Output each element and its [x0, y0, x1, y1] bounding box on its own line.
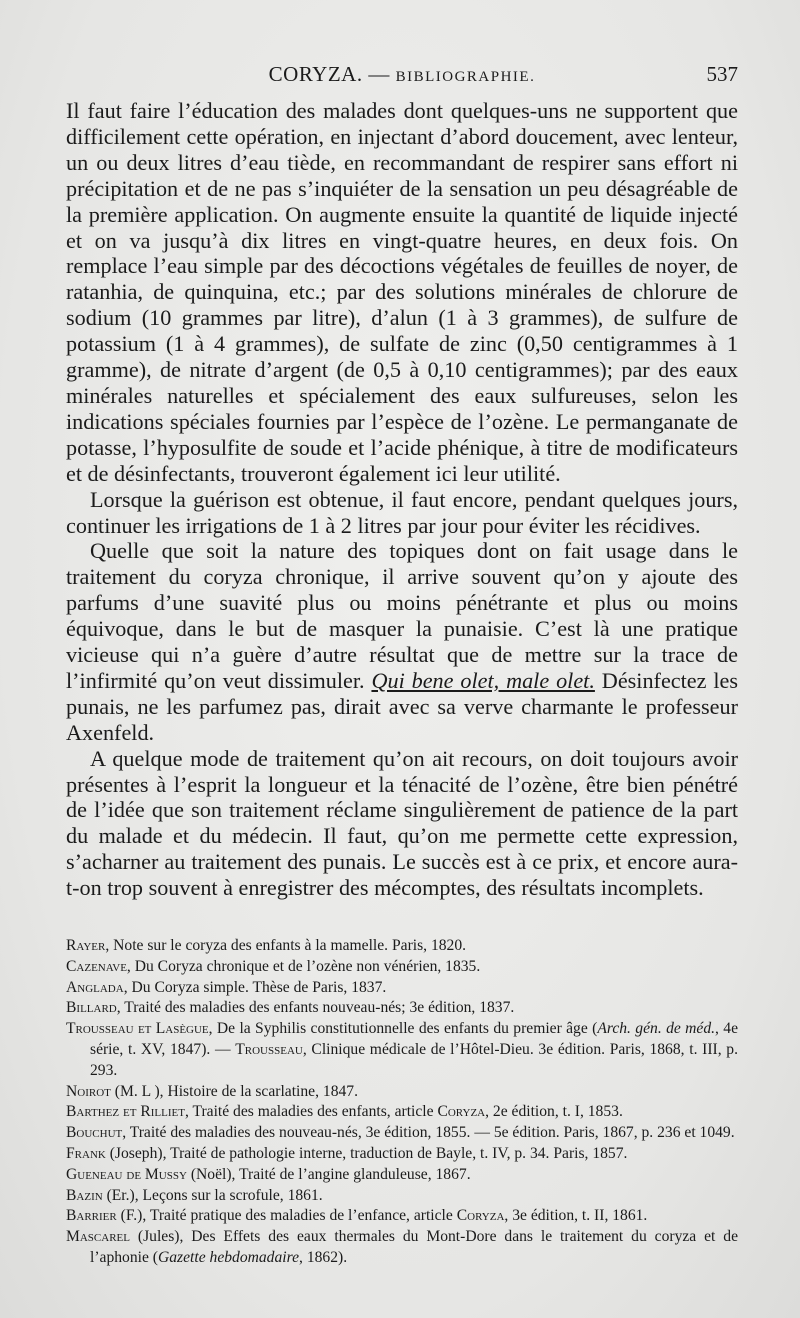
- reference-author: Mascarel: [66, 1228, 130, 1246]
- header-subtitle: BIBLIOGRAPHIE.: [395, 69, 536, 85]
- latin-quote: Qui bene olet, male olet.: [371, 667, 595, 693]
- paragraph-text: Quelle que soit la nature des topiques dont on fait usage dans le traitement du coryza chronique, il arrive souvent qu’on y ajoute des parfums d’une suavité plus ou moins pénétrante et plus ou moins équivoque, dans le but de masquer la punaisie. C’est là une pratique vicieuse qui n’a guère d’autre résultat que de mettre sur la trace de l’infirmité qu’on veut dissimuler.: [66, 538, 738, 693]
- reference-text: , De la Syphilis constitutionnelle des enfants du premier âge (: [208, 1020, 598, 1038]
- reference-text: , Du Coryza simple. Thèse de Paris, 1837.: [123, 978, 387, 996]
- reference-text: (M. L ), Histoire de la scarlatine, 1847.: [110, 1082, 358, 1100]
- reference-author: Anglada: [66, 978, 124, 996]
- reference-text: , 2e édition, t. I, 1853.: [485, 1103, 623, 1121]
- page-number: 537: [706, 62, 738, 86]
- reference-text: (Er.), Leçons sur la scrofule, 1861.: [102, 1186, 323, 1204]
- reference-author: Frank: [66, 1144, 106, 1162]
- header-title: CORYZA. —: [268, 62, 390, 86]
- reference-text: , Traité des maladies des enfants nouveau-nés; 3e édition, 1837.: [116, 999, 515, 1017]
- reference-author: Billard: [66, 999, 117, 1017]
- reference-text: , Du Coryza chronique et de l’ozène non vénérien, 1835.: [126, 957, 481, 975]
- reference-entry: [66, 1206, 738, 1227]
- reference-entry: [66, 1019, 738, 1081]
- reference-entry: [66, 998, 738, 1019]
- reference-entry: [66, 1227, 738, 1269]
- reference-entry: [66, 1165, 738, 1186]
- reference-entry: [66, 936, 738, 957]
- paragraph: A quelque mode de traitement qu’on ait recours, on doit toujours avoir présentes à l’esprit la longueur et la ténacité de l’ozène, être bien pénétré de l’idée que son traitement réclame singulièrement de patience de la part du malade et du médecin. Il faut, qu’on me permette cette expression, s’acharner au traitement des punais. Le succès est à ce prix, et encore aura-t-on trop souvent à enregistrer des mécomptes, des résultats incomplets.: [66, 745, 738, 901]
- reference-entry: [66, 1102, 738, 1123]
- paragraph: [66, 538, 738, 745]
- reference-entry: [66, 957, 738, 978]
- reference-author: Barrier: [66, 1207, 117, 1225]
- reference-text: , Traité des maladies des enfants, article: [184, 1103, 438, 1121]
- main-text: [66, 98, 738, 901]
- paragraph: Il faut faire l’éducation des malades dont quelques-uns ne supportent que difficilement cette opération, en injectant d’abord doucement, avec lenteur, un ou deux litres d’eau tiède, en recommandant de respirer sans effort ni précipitation et de ne pas s’inquiéter de la sensation un peu désagréable de la première application. On augmente ensuite la quantité de liquide injecté et on va jusqu’à dix litres en vingt-quatre heures, en deux fois. On remplace l’eau simple par des décoctions végétales de feuilles de noyer, de ratanhia, de quinquina, etc.; par des solutions minérales de chlorure de sodium (10 grammes par litre), d’alun (1 à 3 grammes), de sulfure de potassium (1 à 4 grammes), de sulfate de zinc (0,50 centigrammes à 1 gramme), de nitrate d’argent (de 0,5 à 0,10 centigrammes); par des eaux minérales naturelles et spécialement des eaux sulfureuses, selon les indications spéciales fournies par l’espèce de l’ozène. Le permanganate de potasse, l’hyposulfite de soude et l’acide phénique, à titre de modificateurs et de désinfectants, trouveront également ici leur utilité.: [66, 98, 738, 486]
- reference-text: , Note sur le coryza des enfants à la mamelle. Paris, 1820.: [105, 937, 467, 954]
- reference-text: (Joseph), Traité de pathologie interne, traduction de Bayle, t. IV, p. 34. Paris, 1857.: [105, 1144, 628, 1162]
- journal-title: Gazette hebdomadaire: [157, 1248, 300, 1266]
- reference-author: Noirot: [66, 1082, 111, 1100]
- reference-entry: [66, 1123, 738, 1144]
- reference-author: Rayer: [66, 937, 106, 954]
- reference-author: Gueneau de Mussy: [66, 1165, 187, 1183]
- reference-author: Trousseau et Lasègue: [66, 1020, 209, 1038]
- bibliography: [66, 936, 738, 1269]
- reference-text: , 3e édition, t. II, 1861.: [504, 1207, 648, 1225]
- reference-text: , 1862).: [299, 1248, 348, 1266]
- reference-author: Cazenave: [66, 957, 127, 975]
- reference-author: Trousseau: [235, 1040, 303, 1058]
- reference-text: , Traité des maladies des nouveau-nés, 3e édition, 1855. — 5e édition. Paris, 1867, p. 236 et 1049.: [122, 1124, 735, 1142]
- running-header: [66, 62, 738, 92]
- reference-text: (Jules), Des Effets des eaux thermales du Mont-Dore dans le traitement du coryza et de l’aphonie (: [90, 1228, 738, 1266]
- paragraph-text: Désinfectez les punais, ne les parfumez pas, dirait avec sa verve charmante le professeur Axenfeld.: [66, 667, 739, 745]
- article-title: Coryza: [456, 1207, 505, 1225]
- reference-text: (Noël), Traité de l’angine glanduleuse, 1867.: [186, 1165, 471, 1183]
- reference-entry: [66, 978, 738, 999]
- reference-entry: [66, 1144, 738, 1165]
- reference-author: Bazin: [66, 1186, 103, 1204]
- article-title: Coryza: [437, 1103, 486, 1121]
- paragraph: Lorsque la guérison est obtenue, il faut encore, pendant quelques jours, continuer les irrigations de 1 à 2 litres par jour pour éviter les récidives.: [66, 486, 738, 538]
- running-title: [66, 62, 738, 87]
- reference-author: Barthez et Rilliet: [66, 1103, 185, 1121]
- reference-text: , Clinique médicale de l’Hôtel-Dieu. 3e édition. Paris, 1868, t. III, p. 293.: [90, 1040, 738, 1079]
- reference-text: (F.), Traité pratique des maladies de l’enfance, article: [116, 1207, 457, 1225]
- reference-author: Bouchut: [66, 1124, 123, 1142]
- journal-title: Arch. gén. de méd.: [597, 1020, 716, 1038]
- reference-text: , 4e série, t. XV, 1847). —: [90, 1020, 739, 1058]
- reference-entry: [66, 1082, 738, 1103]
- reference-entry: [66, 1186, 738, 1207]
